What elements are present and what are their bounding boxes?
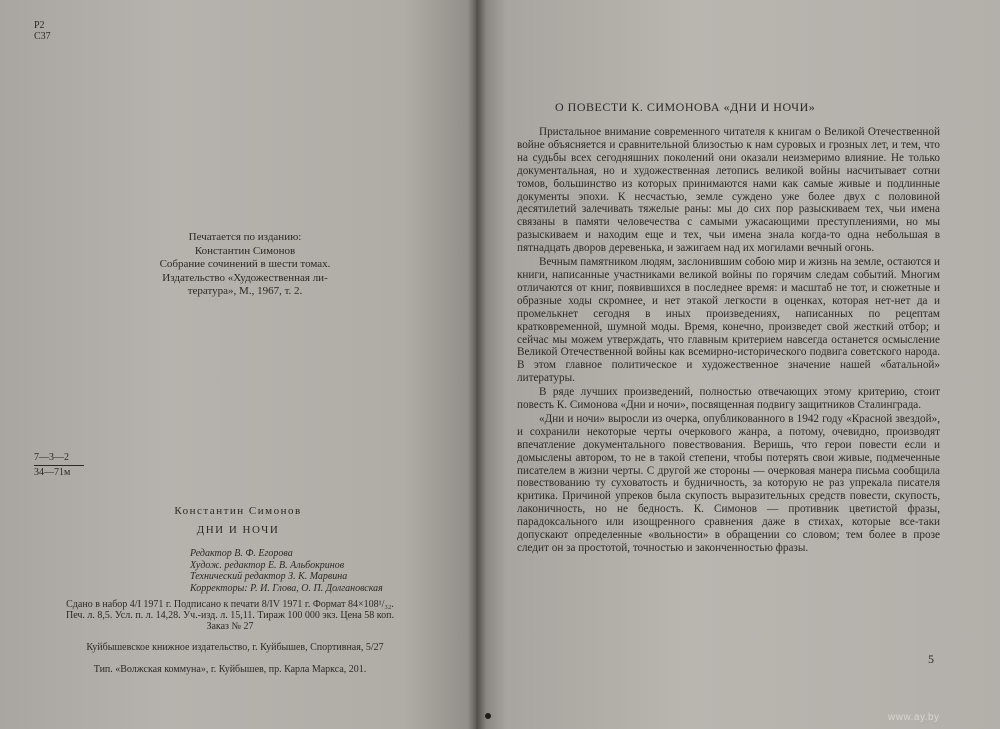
foreword-paragraph: В ряде лучших произведений, полностью отвечающих этому критерию, стоит повесть К. Симонова «Дни и ночи», посвященная подвигу защитников Сталинграда. (517, 386, 940, 412)
printer-line: Тип. «Волжская коммуна», г. Куйбышев, пр. Карла Маркса, 201. (93, 664, 367, 675)
source-edition-line: тература», М., 1967, т. 2. (187, 285, 303, 297)
page-number: 5 (928, 652, 934, 666)
classification-code (34, 20, 51, 42)
binding-hole (485, 713, 491, 719)
print-imprint (30, 599, 430, 632)
imprint-line: Заказ № 27 (206, 621, 254, 632)
credit-line: Редактор В. Ф. Егорова (190, 548, 293, 559)
book-title: ДНИ И НОЧИ (196, 524, 280, 536)
credit-line: Худож. редактор Е. В. Альбокринов (190, 559, 345, 571)
catalog-index-bottom: 34—71м (34, 467, 71, 478)
foreword-paragraph: Пристальное внимание современного читателя к книгам о Великой Отечественной войне объясняется и сравнительной близостью к нам суровых и грозных лет, и тем, что на судьбы всех сегодняшних поколений они оказали неизмеримо влияние. Не только документальная, но и художественная летопись великой войны насчитывает сотни томов, большинство из которых принимаются нами как самые живые и подлинные документы эпохи. К несчастью, земле суждено уже более двух с половиной десятилетий залечивать тяжелые раны: мы до сих пор разыскиваем тех, чьи имена связаны в памяти человечества с самыми ужасающими преступлениями, но мы разыскиваем и находим еще и тех, чьи имена знала когда-то одна небольшая в пятнадцать дворов деревенька, и зажигаем над их могилами вечный огонь. (517, 126, 940, 255)
source-edition-line: Константин Симонов (194, 244, 296, 257)
catalog-index-top: 7—3—2 (34, 452, 69, 463)
imprint-line: Печ. л. 8,5. Усл. п. л. 14,28. Уч.-изд. л. 15,11. Тираж 100 000 экз. Цена 58 коп. (65, 610, 395, 621)
watermark: www.ay.by (888, 712, 940, 723)
foreword-paragraph: Вечным памятником людям, заслонившим собою мир и жизнь на земле, остаются и книги, написанные участниками великой войны по горячим следам событий. Многим отличаются от книг, появившихся в последнее время: и масштаб не тот, и сюжетные и образные ходы скромнее, и нет этакой легкости в оценках, которая нет-нет да и промелькнет сегодня в иных произведениях, написанных по рецептам кратковременной, шумной моды. Время, конечно, произведет свой жесткий отбор; и сейчас мы можем утверждать, что главным критерием навсегда останется осмысление Великой Отечественной войны как всемирно-исторического подвига советского народа. В этом главное политическое и художественное значение нашей «батальной» литературы. (517, 256, 940, 385)
editorial-credits (190, 548, 383, 594)
source-edition-line: Собрание сочинений в шести томах. (159, 258, 331, 270)
foreword-heading: О ПОВЕСТИ К. СИМОНОВА «ДНИ И НОЧИ» (555, 100, 816, 114)
left-page (0, 0, 476, 729)
credit-line: Технический редактор З. К. Марвина (190, 571, 348, 582)
source-edition-note (150, 231, 340, 299)
credit-line: Корректоры: Р. И. Глова, О. П. Долгановская (190, 582, 383, 594)
book-author: Константин Симонов (174, 505, 302, 517)
publisher-line: Куйбышевское книжное издательство, г. Куйбышев, Спортивная, 5/27 (86, 642, 384, 653)
source-edition-line: Издательство «Художественная ли- (162, 271, 328, 284)
source-edition-line: Печатается по изданию: (188, 231, 302, 243)
classification-code-line: С37 (34, 31, 51, 42)
book-spine (468, 0, 486, 729)
foreword-paragraph: «Дни и ночи» выросли из очерка, опубликованного в 1942 году «Красной звездой», и сохранили некоторые черты очеркового жанра, а потому, очевидно, производят впечатление документального повествования. Веришь, что герои повести если и домыслены автором, то не в такой степени, чтобы потерять свои живые, подмеченные писателем в жизни черты. С другой же стороны — очерковая манера письма сообщила повествованию ту суховатость и будничность, за которую не раз упрекала писателя критика. Причиной упреков была скупость выразительных средств повести, скупость, лаконичность, но не бедность. К. Симонов — противник цветистой фразы, парадоксального или изощренного сравнения даже в стихах, которые все-таки допускают определенные «вольности» в обращении со словом; тем более в прозе следит он за простотой, точностью и законченностью фразы. (517, 412, 940, 554)
foreword-body (517, 126, 940, 556)
catalog-index-divider (34, 465, 84, 466)
classification-code-line: Р2 (34, 20, 45, 31)
imprint-line: Сдано в набор 4/I 1971 г. Подписано к печати 8/IV 1971 г. Формат 84×108¹/₃₂. (66, 599, 394, 610)
catalog-index (34, 452, 84, 479)
